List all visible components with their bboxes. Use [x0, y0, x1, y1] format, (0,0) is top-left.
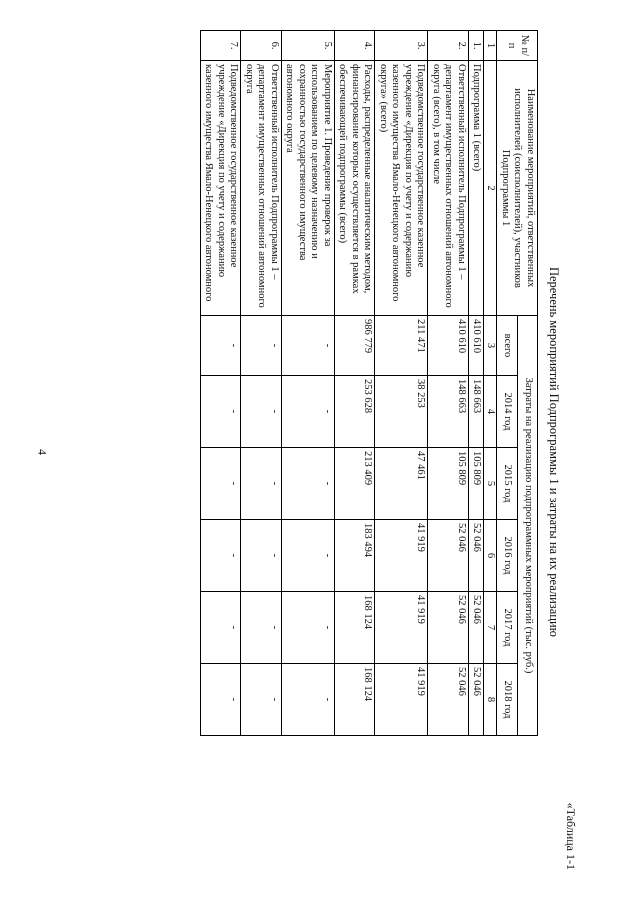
table-row: [375, 31, 428, 736]
cell-value: 52 046: [469, 520, 485, 592]
cell-value: -: [241, 316, 282, 376]
rotated-page-content: [0, 2, 640, 902]
header-year: 2015 год: [497, 448, 517, 520]
table-row: [201, 31, 242, 736]
cell-value: -: [201, 592, 242, 664]
header-year: всего: [497, 316, 517, 376]
row-number: 2.: [428, 31, 469, 61]
cell-value: 47 461: [375, 448, 428, 520]
cell-value: 986 779: [335, 316, 376, 376]
cell-value: 105 809: [469, 448, 485, 520]
cell-value: -: [282, 376, 335, 448]
cell-value: 148 663: [469, 376, 485, 448]
table-row: [335, 31, 376, 736]
header-cost-group: Затраты на реализацию подпрограммных мероприятий (тыс. руб.): [517, 316, 537, 736]
cell-value: 52 046: [428, 664, 469, 736]
row-name: Подпрограмма 1 (всего): [469, 61, 485, 316]
cell-value: 52 046: [428, 592, 469, 664]
column-number: 1: [484, 31, 497, 61]
cell-value: -: [282, 592, 335, 664]
row-name: Подведомственное государственное казенное учреждение «Дирекция по учету и содержанию казенного имущества Ямало-Ненецкого автономного округа» (всего): [375, 61, 428, 316]
cell-value: 410 610: [469, 316, 485, 376]
cell-value: 52 046: [469, 664, 485, 736]
row-number: 4.: [335, 31, 376, 61]
table-row: [241, 31, 282, 736]
cell-value: 105 809: [428, 448, 469, 520]
column-number: 7: [484, 592, 497, 664]
cell-value: -: [241, 592, 282, 664]
cell-value: -: [282, 520, 335, 592]
cell-value: 410 610: [428, 316, 469, 376]
cell-value: 168 124: [335, 592, 376, 664]
table-label: «Таблица 1-1: [564, 802, 578, 870]
cell-value: -: [201, 376, 242, 448]
row-number: 1.: [469, 31, 485, 61]
cell-value: 213 409: [335, 448, 376, 520]
table-row: [469, 31, 485, 736]
cell-value: 253 628: [335, 376, 376, 448]
row-number: 5.: [282, 31, 335, 61]
column-number: 6: [484, 520, 497, 592]
cell-value: -: [282, 664, 335, 736]
row-name: Расходы, распределенные аналитическим методом, финансирование которых осуществляется в рамках обеспечивающей подпрограммы (всего): [335, 61, 376, 316]
cell-value: 38 253: [375, 376, 428, 448]
row-number: 3.: [375, 31, 428, 61]
cell-value: 52 046: [428, 520, 469, 592]
column-number: 3: [484, 316, 497, 376]
page-number: 4: [35, 449, 50, 455]
row-name: Подведомственное государственное казенное учреждение «Дирекция по учету и содержанию казенного имущества Ямало-Ненецкого автономного: [201, 61, 242, 316]
cell-value: 41 919: [375, 592, 428, 664]
header-year: 2018 год: [497, 664, 517, 736]
cell-value: -: [201, 316, 242, 376]
cell-value: -: [241, 448, 282, 520]
cell-value: -: [282, 448, 335, 520]
cell-value: 211 471: [375, 316, 428, 376]
cell-value: 52 046: [469, 592, 485, 664]
table-row: [428, 31, 469, 736]
row-number: 7.: [201, 31, 242, 61]
cell-value: -: [201, 448, 242, 520]
cell-value: -: [201, 520, 242, 592]
row-name: Ответственный исполнитель Подпрограммы 1 – департамент имущественных отношений автономного округа: [241, 61, 282, 316]
header-year: 2017 год: [497, 592, 517, 664]
table-row: [282, 31, 335, 736]
row-name: Ответственный исполнитель Подпрограммы 1 – департамент имущественных отношений автономного округа (всего), в том числе: [428, 61, 469, 316]
column-number: 8: [484, 664, 497, 736]
cell-value: 41 919: [375, 520, 428, 592]
table-wrapper: [200, 30, 538, 736]
cell-value: -: [282, 316, 335, 376]
row-number: 6.: [241, 31, 282, 61]
column-number: 2: [484, 61, 497, 316]
header-year: 2016 год: [497, 520, 517, 592]
document-title: Перечень мероприятий Подпрограммы 1 и затраты на их реализацию: [547, 266, 561, 638]
cell-value: 183 494: [335, 520, 376, 592]
cell-value: -: [201, 664, 242, 736]
cell-value: -: [241, 376, 282, 448]
column-number: 5: [484, 448, 497, 520]
cell-value: 41 919: [375, 664, 428, 736]
cell-value: 168 124: [335, 664, 376, 736]
cell-value: 148 663: [428, 376, 469, 448]
header-name: Наименование мероприятий, ответственных исполнителей (соисполнителей), участников Подпрограммы 1: [497, 61, 538, 316]
row-name: Мероприятие 1. Проведение проверок за использованием по целевому назначению и сохранностью государственного имущества автономного округа: [282, 61, 335, 316]
header-num: № п/п: [497, 31, 538, 61]
cell-value: -: [241, 520, 282, 592]
cost-table: [200, 30, 538, 736]
column-number: 4: [484, 376, 497, 448]
cell-value: -: [241, 664, 282, 736]
header-year: 2014 год: [497, 376, 517, 448]
